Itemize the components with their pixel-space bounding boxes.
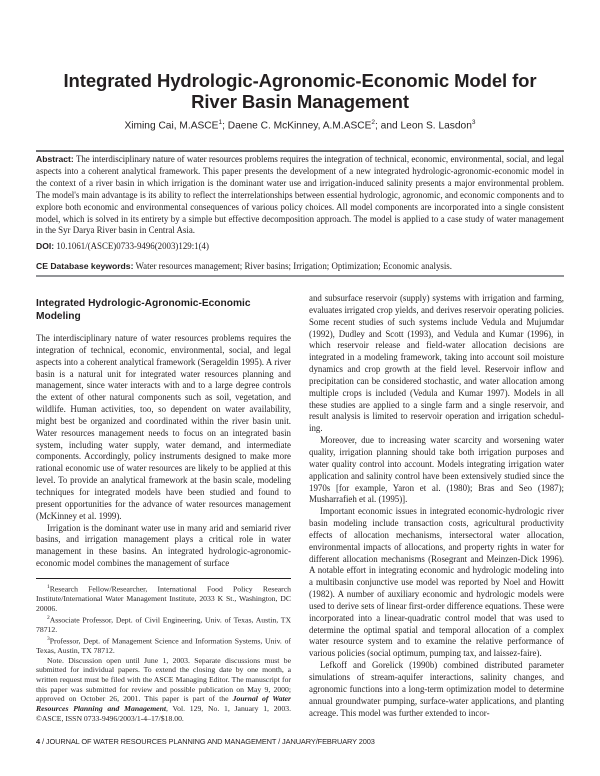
right-column <box>309 293 564 719</box>
abstract-label: Abstract: <box>36 154 74 164</box>
author-affiliation-mark: 2 <box>371 119 376 126</box>
author-separator: ; and <box>375 120 401 132</box>
footnote-text: Research Fellow/Researcher, International Food Policy Research Institute/International Water Management Institute, 2033 K St., Washington, DC 20006. <box>36 584 291 613</box>
body-paragraph: The interdisciplinary nature of water resources problems requires the integration of technical, economic, environmental, social, and legal aspects into a coherent analytical framework (Serageldin 1995). A river basin is a natural unit for integrated water resources planning and management, since water interacts with and to a large degree controls the extent of other natural components such as soil, vegetation, and wildlife. Human activities, too, so dependent on water availability, might best be organized and coordinated within the river basin unit. Water resources management needs to focus on an integrated basin system, including water supply, water demand, and intermediate components. Accordingly, policy instruments designed to make more rational economic use of water resources are likely to be applied at this level. To provide an analytical framework at the basin scale, modeling techniques for integrated models have been studied and found to present opportunities for the advance of water resources management (McKinney et al. 1999). <box>36 333 291 521</box>
doi-line <box>36 240 564 252</box>
page-number: 4 <box>36 737 41 746</box>
body-paragraph: Important economic issues in integrated economic-hydrologic river basin modeling include transaction costs, agricultural productivity effects of allocation mechanisms, intersectoral water allocation, environmental impacts of allocations, and property rights in water for different allocation mechanisms (Rosegrant and Meinzen-Dick 1996). A notable effort in integrating economic and hydrologic modeling into a multibasin conjunctive use model was reported by Noel and Howitt (1982). A number of auxiliary economic and hydrologic models were used to derive sets of linear first-order difference equations. These were incorporated into a linear-quadratic control model that was used to determine the optimal spatial and temporal allocation of a complex water resource system and to examine the relative performance of various policies (social optimum, pumping tax, and laissez-faire). <box>309 506 564 659</box>
footnote-mark: 3 <box>47 635 50 642</box>
doi-label: DOI: <box>36 241 55 251</box>
author-name: Daene C. McKinney, A.M.ASCE <box>227 120 372 132</box>
author-separator: ; <box>222 120 228 132</box>
paper-title: Integrated Hydrologic-Agronomic-Economic Model for River Basin Management <box>63 70 537 112</box>
footnote-text: Professor, Dept. of Management Science and Information Systems, Univ. of Texas, Austin, TX 78712. <box>36 636 291 655</box>
footnote-rule <box>36 578 291 579</box>
author-affiliation-mark: 1 <box>218 119 223 126</box>
running-footer <box>36 737 564 746</box>
left-column <box>36 298 291 570</box>
note-text: , Vol. 129, No. 1, January 1, 2003. ©ASCE, ISSN 0733-9496/2003/1-4–17/$18.00. <box>36 704 292 723</box>
footnote-mark: 1 <box>47 584 50 590</box>
author-list <box>40 119 560 131</box>
abstract <box>36 154 564 237</box>
author-name: Ximing Cai, M.ASCE <box>124 120 219 132</box>
doi-value: 10.1061/(ASCE)0733-9496(2003)129:1(4) <box>56 241 209 251</box>
discussion-note <box>36 656 291 724</box>
footnote <box>36 614 291 635</box>
abstract-top-rule <box>36 150 564 152</box>
section-heading: Integrated Hydrologic-Agronomic-Economic Modeling <box>36 298 251 322</box>
abstract-bottom-rule <box>36 275 564 277</box>
footnote-mark: 2 <box>47 614 50 621</box>
footnote-text: Associate Professor, Dept. of Civil Engineering, Univ. of Texas, Austin, TX 78712. <box>36 615 291 634</box>
keywords-line <box>36 260 564 272</box>
journal-name: Journal of Water Resources Planning and Management <box>36 694 291 714</box>
note-text: Note. Discussion open until June 1, 2003. Separate discussions must be submitted for individual papers. To extend the closing date by one month, a written request must be filed with the ASCE Managing Editor. The manuscript for this paper was submitted for review and possible publication on May 9, 2000; approved on October 26, 2001. This paper is part of the <box>36 655 291 704</box>
body-paragraph: Moreover, due to increasing water scarcity and worsening water quality, irrigation planning should take both irrigation purposes and water quality control into account. Models integrating irrigation water application and salinity control have been extensively studied since the 1970s [for example, Yaron et al. (1980); Bras and Seo (1987); Musharrafieh et al. (1995)]. <box>309 435 564 505</box>
footnotes <box>36 583 291 724</box>
keywords-value: Water resources management; River basins; Irrigation; Optimization; Economic analysis. <box>135 261 452 271</box>
footnote <box>36 635 291 656</box>
journal-running-title: / JOURNAL OF WATER RESOURCES PLANNING AND MANAGEMENT / JANUARY/FEBRUARY 2003 <box>40 737 375 746</box>
keywords-label: CE Database keywords: <box>36 261 134 271</box>
author-name: Leon S. Lasdon <box>400 120 472 132</box>
body-paragraph: and subsurface reservoir (supply) systems with irrigation and farming, evaluates irrigated crop yields, and derives reservoir operating policies. Some recent studies of such systems include Vedula and Mujumdar (1992), Dudley and Scott (1993), and Vedula and Kumar (1996), in which reservoir release and field-water allocation decisions are integrated in a modeling framework, taking into account soil moisture dynamics and crop growth at the field level. Reservoir inflow and precipitation can be considered stochastic, and water allocation among multiple crops is included (Vedula and Kumar 1997). Models in all these studies are applied to a single farm and a single reservoir, and result analysis is limited to reservoir operation and irrigation scheduling. <box>309 293 564 434</box>
footnote <box>36 583 291 614</box>
body-paragraph: Lefkoff and Gorelick (1990b) combined distributed parameter simulations of stream-aquifer interactions, salinity changes, and agronomic functions into a long-term optimization model to determine annual groundwater pumping, surface-water applications, and planting acreage. This model was further extended to incor- <box>309 660 564 718</box>
author-affiliation-mark: 3 <box>471 119 476 126</box>
abstract-text: The interdisciplinary nature of water resources problems requires the integration of technical, economic, environmental, social, and legal aspects into a coherent analytical framework. This paper presents the development of a new integrated hydrologic-agronomic-economic model in the context of a river basin in which irrigation is the dominant water use and irrigation-induced salinity presents a major environmental problem. The model's main advantage is its ability to reflect the interrelationships between essential hydrologic, agronomic, and economic components and to explore both economic and environmental consequences of various policy choices. All model components are incorporated into a single consistent model, which is solved in its entirety by a simple but effective decomposition approach. The model is applied to a case study of water management in the Syr Darya River basin in Central Asia. <box>36 154 564 236</box>
body-paragraph: Irrigation is the dominant water use in many arid and semiarid river basins, and irrigation management plays a critical role in water management in these basins. An integrated hydrologic-agronomic-economic model combines the management of surface <box>36 522 291 569</box>
